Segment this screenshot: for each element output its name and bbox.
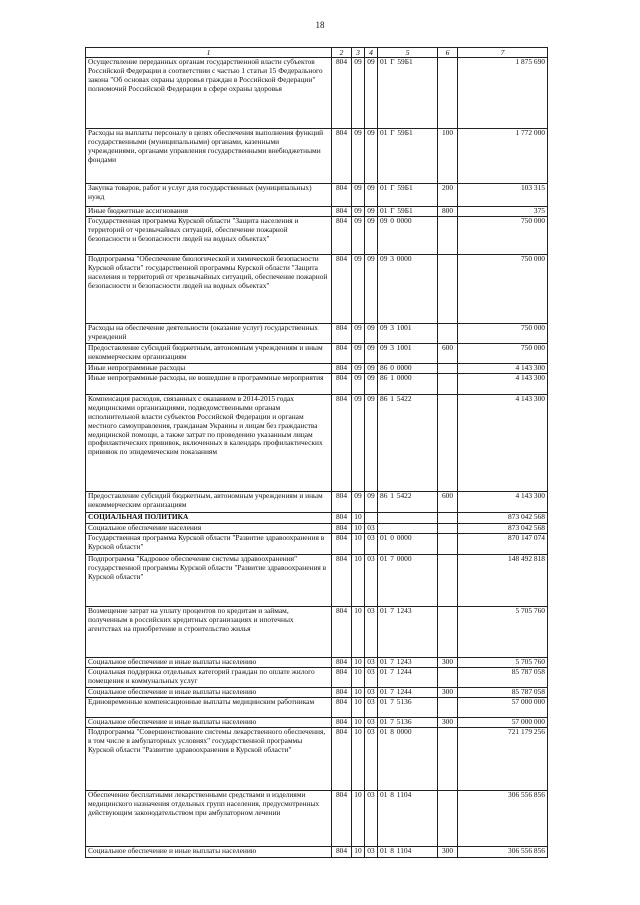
row-code: 804 <box>332 728 352 791</box>
table-row <box>86 607 548 658</box>
row-sum: 5 705 760 <box>458 607 548 658</box>
column-header: 7 <box>458 48 548 58</box>
row-code: 804 <box>332 184 352 207</box>
row-expense-type <box>438 607 458 658</box>
row-name: Социальное обеспечение и иные выплаты населению <box>86 688 332 698</box>
table-row <box>86 688 548 698</box>
row-csr: 01 Г 59Б1 <box>378 58 438 129</box>
row-expense-type: 300 <box>438 688 458 698</box>
table-row <box>86 698 548 718</box>
row-name: Социальное обеспечение и иные выплаты населению <box>86 847 332 858</box>
row-expense-type: 300 <box>438 658 458 668</box>
table-row <box>86 728 548 791</box>
row-subsection: 03 <box>365 847 378 858</box>
row-subsection: 03 <box>365 698 378 718</box>
row-csr: 01 7 1243 <box>378 607 438 658</box>
row-name: Предоставление субсидий бюджетным, автономным учреждениям и иным некоммерческим организациям <box>86 344 332 364</box>
row-name: Государственная программа Курской области "Защита населения и территорий от чрезвычайных ситуаций, обеспечение пожарной безопасности и безопасности людей на водных объектах" <box>86 217 332 255</box>
row-expense-type: 200 <box>438 184 458 207</box>
row-expense-type: 600 <box>438 344 458 364</box>
row-csr: 86 1 0000 <box>378 374 438 395</box>
row-name: Социальное обеспечение и иные выплаты населению <box>86 718 332 728</box>
row-subsection: 03 <box>365 728 378 791</box>
table-row <box>86 207 548 217</box>
row-section: 10 <box>352 728 365 791</box>
row-sum: 85 787 058 <box>458 668 548 688</box>
row-name: Подпрограмма "Кадровое обеспечение системы здравоохранения" государственной программы Курской области "Развитие здравоохранения в Курской области" <box>86 555 332 607</box>
table-row <box>86 364 548 374</box>
row-code: 804 <box>332 492 352 513</box>
row-section: 10 <box>352 698 365 718</box>
table-row <box>86 668 548 688</box>
row-expense-type <box>438 668 458 688</box>
row-expense-type <box>438 374 458 395</box>
row-subsection: 09 <box>365 129 378 184</box>
row-name: Осуществление переданных органам государственной власти субъектов Российской Федерации в соответствии с частью 1 статьи 15 Федерального закона "Об основах охраны здоровья граждан в Российской Федерации" полномочий Российской Федерации в сфере охраны здоровья <box>86 58 332 129</box>
row-section: 10 <box>352 513 365 524</box>
row-expense-type <box>438 791 458 847</box>
row-name: Иные непрограммные расходы <box>86 364 332 374</box>
row-csr <box>378 513 438 524</box>
row-expense-type <box>438 555 458 607</box>
row-subsection: 09 <box>365 184 378 207</box>
row-section: 09 <box>352 344 365 364</box>
row-name: Закупка товаров, работ и услуг для государственных (муниципальных) нужд <box>86 184 332 207</box>
row-name: Социальное обеспечение и иные выплаты населению <box>86 658 332 668</box>
row-section: 09 <box>352 255 365 324</box>
row-subsection: 03 <box>365 668 378 688</box>
column-header: 2 <box>332 48 352 58</box>
row-code: 804 <box>332 658 352 668</box>
table-row <box>86 791 548 847</box>
row-code: 804 <box>332 607 352 658</box>
row-sum: 1 875 690 <box>458 58 548 129</box>
row-section: 10 <box>352 555 365 607</box>
row-code: 804 <box>332 513 352 524</box>
row-sum: 750 000 <box>458 344 548 364</box>
table-row <box>86 492 548 513</box>
row-sum: 873 042 568 <box>458 524 548 534</box>
row-sum: 103 315 <box>458 184 548 207</box>
row-subsection: 09 <box>365 217 378 255</box>
row-csr: 01 7 1244 <box>378 668 438 688</box>
row-expense-type <box>438 255 458 324</box>
row-code: 804 <box>332 207 352 217</box>
table-row <box>86 658 548 668</box>
row-subsection: 09 <box>365 344 378 364</box>
row-subsection: 09 <box>365 255 378 324</box>
row-code: 804 <box>332 58 352 129</box>
row-code: 804 <box>332 374 352 395</box>
row-sum: 750 000 <box>458 217 548 255</box>
row-section: 09 <box>352 324 365 344</box>
row-csr: 01 7 5136 <box>378 698 438 718</box>
row-section: 10 <box>352 718 365 728</box>
row-section: 10 <box>352 607 365 658</box>
row-sum: 721 179 256 <box>458 728 548 791</box>
row-section: 09 <box>352 58 365 129</box>
budget-table <box>85 47 548 858</box>
row-section: 10 <box>352 847 365 858</box>
row-code: 804 <box>332 255 352 324</box>
row-subsection: 03 <box>365 607 378 658</box>
row-expense-type <box>438 58 458 129</box>
row-csr: 01 0 0000 <box>378 534 438 555</box>
row-code: 804 <box>332 344 352 364</box>
row-name: Предоставление субсидий бюджетным, автономным учреждениям и иным некоммерческим организациям <box>86 492 332 513</box>
table-row <box>86 534 548 555</box>
row-name: СОЦИАЛЬНАЯ ПОЛИТИКА <box>86 513 332 524</box>
row-expense-type <box>438 324 458 344</box>
row-sum: 750 000 <box>458 324 548 344</box>
row-csr: 09 0 0000 <box>378 217 438 255</box>
row-code: 804 <box>332 791 352 847</box>
page-number: 18 <box>315 20 325 30</box>
row-section: 09 <box>352 395 365 492</box>
row-name: Единовременные компенсационные выплаты медицинским работникам <box>86 698 332 718</box>
row-sum: 375 <box>458 207 548 217</box>
row-section: 10 <box>352 524 365 534</box>
table-row <box>86 324 548 344</box>
row-csr: 01 7 0000 <box>378 555 438 607</box>
row-section: 09 <box>352 364 365 374</box>
row-section: 10 <box>352 688 365 698</box>
row-subsection: 09 <box>365 492 378 513</box>
row-sum: 306 556 856 <box>458 847 548 858</box>
row-subsection: 03 <box>365 524 378 534</box>
table-row <box>86 255 548 324</box>
row-sum: 1 772 000 <box>458 129 548 184</box>
row-csr: 86 1 5422 <box>378 492 438 513</box>
row-subsection: 09 <box>365 374 378 395</box>
row-sum: 85 787 058 <box>458 688 548 698</box>
row-csr: 01 Г 59Б1 <box>378 184 438 207</box>
row-expense-type <box>438 534 458 555</box>
row-csr: 01 7 1244 <box>378 688 438 698</box>
table-row <box>86 374 548 395</box>
row-section: 10 <box>352 668 365 688</box>
row-code: 804 <box>332 698 352 718</box>
row-section: 09 <box>352 207 365 217</box>
row-subsection: 03 <box>365 791 378 847</box>
row-section: 09 <box>352 184 365 207</box>
row-subsection: 09 <box>365 207 378 217</box>
row-code: 804 <box>332 555 352 607</box>
row-sum: 873 042 568 <box>458 513 548 524</box>
row-name: Социальная поддержка отдельных категорий граждан по оплате жилого помещения и коммунальных услуг <box>86 668 332 688</box>
row-csr: 86 1 5422 <box>378 395 438 492</box>
table-row <box>86 217 548 255</box>
row-sum: 4 143 300 <box>458 492 548 513</box>
row-name: Государственная программа Курской области "Развитие здравоохранения в Курской области" <box>86 534 332 555</box>
row-expense-type <box>438 217 458 255</box>
row-subsection: 03 <box>365 688 378 698</box>
row-code: 804 <box>332 847 352 858</box>
row-sum: 870 147 074 <box>458 534 548 555</box>
row-subsection: 09 <box>365 364 378 374</box>
row-expense-type: 300 <box>438 718 458 728</box>
row-sum: 5 705 760 <box>458 658 548 668</box>
row-name: Расходы на выплаты персоналу в целях обеспечения выполнения функций государственными (муниципальными) органами, казенными учреждениями, органами управления государственными внебюджетными фондами <box>86 129 332 184</box>
row-sum: 750 000 <box>458 255 548 324</box>
table-row <box>86 555 548 607</box>
row-subsection: 09 <box>365 58 378 129</box>
row-sum: 57 000 000 <box>458 698 548 718</box>
row-csr: 01 8 1104 <box>378 847 438 858</box>
column-header: 3 <box>352 48 365 58</box>
row-expense-type: 600 <box>438 492 458 513</box>
row-subsection: 09 <box>365 395 378 492</box>
row-sum: 4 143 300 <box>458 395 548 492</box>
row-subsection: 03 <box>365 658 378 668</box>
table-header-row <box>86 48 548 58</box>
row-csr <box>378 524 438 534</box>
row-section: 09 <box>352 374 365 395</box>
row-name: Иные бюджетные ассигнования <box>86 207 332 217</box>
row-csr: 01 8 1104 <box>378 791 438 847</box>
row-csr: 01 7 5136 <box>378 718 438 728</box>
row-csr: 09 3 0000 <box>378 255 438 324</box>
row-csr: 01 8 0000 <box>378 728 438 791</box>
row-subsection <box>365 513 378 524</box>
table-row <box>86 513 548 524</box>
row-code: 804 <box>332 718 352 728</box>
row-expense-type <box>438 728 458 791</box>
row-code: 804 <box>332 217 352 255</box>
row-section: 10 <box>352 791 365 847</box>
row-expense-type <box>438 395 458 492</box>
row-sum: 148 492 818 <box>458 555 548 607</box>
row-subsection: 03 <box>365 555 378 607</box>
row-csr: 01 Г 59Б1 <box>378 207 438 217</box>
column-header: 5 <box>378 48 438 58</box>
table-row <box>86 395 548 492</box>
row-name: Иные непрограммные расходы, не вошедшие в программные мероприятия <box>86 374 332 395</box>
row-expense-type <box>438 364 458 374</box>
row-code: 804 <box>332 668 352 688</box>
row-csr: 09 3 1001 <box>378 344 438 364</box>
row-name: Обеспечение бесплатными лекарственными средствами и изделиями медицинского назначения отдельных групп населения, предусмотренных действующим законодательством при амбулаторном лечении <box>86 791 332 847</box>
row-name: Компенсация расходов, связанных с оказанием в 2014-2015 годах медицинскими организациями, подведомственными органам исполнительной власти субъектов Российской Федерации и органам местного самоуправления, гражданам Украины и лицам без гражданства медицинской помощи, а также затрат по проведению указанным лицам профилактических прививок, включенных в календарь профилактических прививок по эпидемическим показаниям <box>86 395 332 492</box>
table-row <box>86 524 548 534</box>
row-csr: 01 Г 59Б1 <box>378 129 438 184</box>
row-csr: 01 7 1243 <box>378 658 438 668</box>
row-code: 804 <box>332 129 352 184</box>
row-code: 804 <box>332 688 352 698</box>
row-section: 09 <box>352 492 365 513</box>
row-expense-type: 100 <box>438 129 458 184</box>
row-csr: 86 0 0000 <box>378 364 438 374</box>
row-code: 804 <box>332 395 352 492</box>
row-section: 09 <box>352 129 365 184</box>
row-code: 804 <box>332 534 352 555</box>
column-header: 6 <box>438 48 458 58</box>
table-row <box>86 718 548 728</box>
row-code: 804 <box>332 324 352 344</box>
row-name: Социальное обеспечение населения <box>86 524 332 534</box>
row-name: Расходы на обеспечение деятельности (оказание услуг) государственных учреждений <box>86 324 332 344</box>
row-code: 804 <box>332 524 352 534</box>
row-sum: 4 143 300 <box>458 364 548 374</box>
table-row <box>86 129 548 184</box>
column-header: 4 <box>365 48 378 58</box>
row-section: 09 <box>352 217 365 255</box>
table-row <box>86 847 548 858</box>
row-name: Подпрограмма "Обеспечение биологической и химической безопасности Курской области" государственной программы Курской области "Защита населения и территорий от чрезвычайных ситуаций, обеспечение пожарной безопасности и безопасности людей на водных объектах" <box>86 255 332 324</box>
row-csr: 09 3 1001 <box>378 324 438 344</box>
row-sum: 57 000 000 <box>458 718 548 728</box>
row-subsection: 09 <box>365 324 378 344</box>
row-section: 10 <box>352 658 365 668</box>
row-expense-type <box>438 524 458 534</box>
row-subsection: 03 <box>365 718 378 728</box>
row-sum: 306 556 856 <box>458 791 548 847</box>
row-name: Подпрограмма "Совершенствование системы лекарственного обеспечения, в том числе в амбулаторных условиях" государственной программы Курской области "Развитие здравоохранения в Курской области" <box>86 728 332 791</box>
row-expense-type: 800 <box>438 207 458 217</box>
row-expense-type <box>438 698 458 718</box>
row-expense-type: 300 <box>438 847 458 858</box>
row-expense-type <box>438 513 458 524</box>
row-sum: 4 143 300 <box>458 374 548 395</box>
table-row <box>86 58 548 129</box>
table-row <box>86 184 548 207</box>
table-row <box>86 344 548 364</box>
row-code: 804 <box>332 364 352 374</box>
column-header: 1 <box>86 48 332 58</box>
row-section: 10 <box>352 534 365 555</box>
row-subsection: 03 <box>365 534 378 555</box>
row-name: Возмещение затрат на уплату процентов по кредитам и займам, полученным в российских кредитных организациях и ипотечных агентствах на приобретение и строительство жилья <box>86 607 332 658</box>
